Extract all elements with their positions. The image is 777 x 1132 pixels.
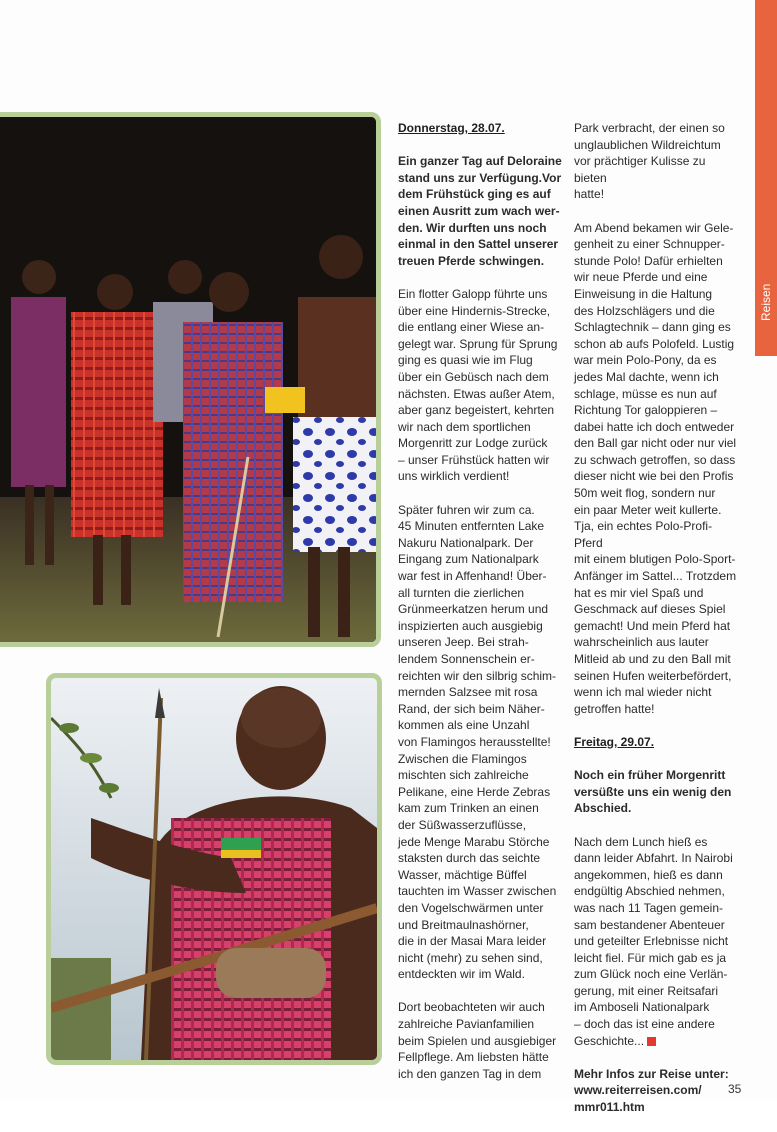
section-tab-label bbox=[759, 305, 773, 321]
page-number: 35 bbox=[728, 1082, 742, 1096]
paragraph: Dort beobachteten wir auch zahlreiche Pavianfamilien beim Spielen und ausgiebiger Fellpflege. Am liebsten hätte ich den ganzen Tag in dem bbox=[398, 1000, 557, 1081]
lead-paragraph-thursday: Ein ganzer Tag auf Deloraine stand uns zur Verfügung.Vor dem Frühstück ging es auf einen Ausritt zum wach wer- den. Wir durften uns noch einmal in den Sattel unserer treuen Pferde schwingen. bbox=[398, 154, 562, 268]
date-heading-friday: Freitag, 29.07. bbox=[574, 734, 655, 749]
closing-paragraph-text: Nach dem Lunch hieß es dann leider Abfahrt. In Nairobi angekommen, hieß es dann endgültig Abschied nehmen, was nach 11 Tagen gemein- sam bestandener Abenteuer und geteilter Erlebnisse nicht leicht fiel. Für mich gab es ja zum Glück noch eine Verlän- gerung, mit einer Reitsafari im Amboseli Nationalpark – doch das ist eine andere Geschichte... bbox=[574, 834, 733, 1048]
paragraph: Park verbracht, der einen so unglaublichen Wildreichtum vor prächtiger Kulisse zu bieten hatte! bbox=[574, 121, 725, 202]
paragraph: Später fuhren wir zum ca. 45 Minuten entfernten Lake Nakuru Nationalpark. Der Eingang zum Nationalpark war fest in Affenhand! Über- all turnten die zierlichen Grünmeerkatzen herum und inspizierten auch ausgiebig unseren Jeep. Bei strah- lendem Sonnenschein er- reichten wir den silbrig schim- mernden Salzsee mit rosa Rand, der sich beim Näher- kommen als eine Unzahl von Flamingos herausstellte! Zwischen die Flamingos mischten sich zahlreiche Pelikane, eine Herde Zebras kam zum Trinken an einen der Süßwasserzuflüsse, jede Menge Marabu Störche staksten durch das seichte Wasser, mächtige Büffel tauchten im Wasser zwischen den Vogelschwärmen unter und Breitmaulnashörner, die in der Masai Mara leider nicht (mehr) zu sehen sind, entdeckten wir im Wald. bbox=[398, 502, 557, 982]
end-mark-icon bbox=[647, 1037, 656, 1046]
text-column-2 bbox=[574, 120, 740, 1132]
lead-paragraph-friday: Noch ein früher Morgenritt versüßte uns ein wenig den Abschied. bbox=[574, 768, 732, 816]
masai-warrior-with-bow-photo bbox=[46, 673, 382, 1065]
masai-warrior-with-bow-photo-graphic bbox=[51, 678, 377, 1060]
paragraph: Am Abend bekamen wir Gele- genheit zu einer Schnupper- stunde Polo! Dafür erhielten wir neue Pferde und eine Einweisung in die Haltung des Holzschlägers und die Schlagtechnik – dann ging es schon ab aufs Polofeld. Lustig war mein Polo-Pony, da es jedes Mal dachte, wenn ich schlage, müsse es nun auf Richtung Tor galoppieren – dabei hatte ich doch entweder den Ball gar nicht oder nur viel zu schwach getroffen, so dass dieser nicht wie bei den Profis 50m weit flog, sondern nur ein paar Meter weit kullerte. Tja, ein echtes Polo-Profi-Pferd mit einem blutigen Polo-Sport- Anfänger im Sattel... Trotzdem hat es mir viel Spaß und Geschmack auf dieses Spiel gemacht! Und mein Pferd hat wahrscheinlich aus lauter Mitleid ab und zu den Ball mit seinen Hufen weiterbefördert, wenn ich mal wieder nicht getroffen hatte! bbox=[574, 220, 737, 716]
masai-dancers-night-photo bbox=[0, 112, 381, 647]
paragraph: Ein flotter Galopp führte uns über eine Hindernis-Strecke, die entlang einer Wiese an- gelegt war. Sprung für Sprung ging es quasi wie im Flug über ein Gebüsch nach dem nächsten. Etwas außer Atem, aber ganz begeistert, kehrten wir nach dem sportlichen Morgenritt zur Lodge zurück – unser Frühstück hatten wir uns wirklich verdient! bbox=[398, 286, 558, 484]
text-column-1 bbox=[398, 120, 564, 1099]
closing-paragraph bbox=[574, 834, 740, 1050]
date-heading-thursday: Donnerstag, 28.07. bbox=[398, 121, 505, 135]
masai-dancers-night-photo-graphic bbox=[0, 117, 376, 642]
more-info: Mehr Infos zur Reise unter: www.reiterreisen.com/ mmr011.htm bbox=[574, 1066, 729, 1115]
